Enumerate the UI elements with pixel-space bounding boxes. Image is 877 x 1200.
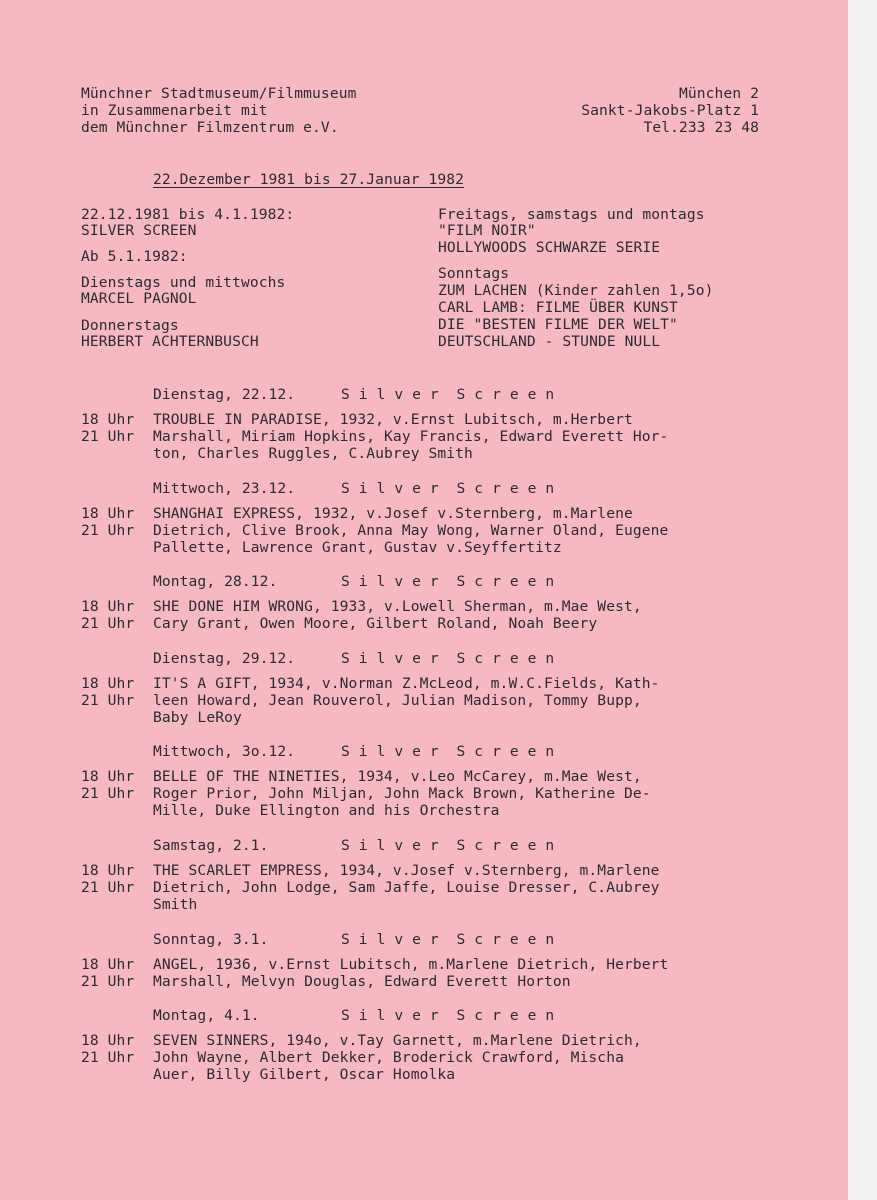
screening-time: 21 Uhr: [81, 692, 135, 709]
screening-text: SHE DONE HIM WRONG, 1933, v.Lowell Sherman, m.Mae West,: [153, 598, 642, 615]
overview-left-3: Ab 5.1.1982:: [81, 248, 188, 265]
screening-time: 21 Uhr: [81, 879, 135, 896]
overview-right-7: DIE "BESTEN FILME DER WELT": [438, 316, 678, 333]
screening-text: Marshall, Miriam Hopkins, Kay Francis, Edward Everett Hor-: [153, 428, 669, 445]
screening-time: 18 Uhr: [81, 598, 135, 615]
overview-right-3: HOLLYWOODS SCHWARZE SERIE: [438, 239, 661, 256]
screening-time: 18 Uhr: [81, 505, 135, 522]
screening-series: S i l v e r S c r e e n: [341, 480, 555, 497]
screening-time: 21 Uhr: [81, 428, 135, 445]
overview-right-5: ZUM LACHEN (Kinder zahlen 1,5o): [438, 282, 714, 299]
overview-left-4: Dienstags und mittwochs: [81, 274, 286, 291]
screening-time: 21 Uhr: [81, 1049, 135, 1066]
screening-text: IT'S A GIFT, 1934, v.Norman Z.McLeod, m.W.C.Fields, Kath-: [153, 675, 660, 692]
screening-text: SHANGHAI EXPRESS, 1932, v.Josef v.Sternberg, m.Marlene: [153, 505, 633, 522]
screening-time: 18 Uhr: [81, 675, 135, 692]
screening-series: S i l v e r S c r e e n: [341, 386, 555, 403]
screening-series: S i l v e r S c r e e n: [341, 743, 555, 760]
overview-left-1: 22.12.1981 bis 4.1.1982:: [81, 206, 295, 223]
overview-left-5: MARCEL PAGNOL: [81, 290, 197, 307]
screening-time: 18 Uhr: [81, 411, 135, 428]
date-range-title: 22.Dezember 1981 bis 27.Januar 1982: [153, 171, 465, 188]
screening-series: S i l v e r S c r e e n: [341, 1007, 555, 1024]
screening-series: S i l v e r S c r e e n: [341, 837, 555, 854]
screening-text: Marshall, Melvyn Douglas, Edward Everett Horton: [153, 973, 571, 990]
screening-text: Pallette, Lawrence Grant, Gustav v.Seyffertitz: [153, 539, 562, 556]
screening-text: THE SCARLET EMPRESS, 1934, v.Josef v.Sternberg, m.Marlene: [153, 862, 660, 879]
screening-series: S i l v e r S c r e e n: [341, 931, 555, 948]
screening-text: Mille, Duke Ellington and his Orchestra: [153, 802, 500, 819]
header-right-line-1: München 2: [679, 85, 759, 102]
screening-series: S i l v e r S c r e e n: [341, 573, 555, 590]
screening-text: Baby LeRoy: [153, 709, 242, 726]
screening-series: S i l v e r S c r e e n: [341, 650, 555, 667]
screening-text: Dietrich, Clive Brook, Anna May Wong, Warner Oland, Eugene: [153, 522, 669, 539]
overview-left-6: Donnerstags: [81, 317, 179, 334]
screening-time: 21 Uhr: [81, 973, 135, 990]
screening-text: Roger Prior, John Miljan, John Mack Brown, Katherine De-: [153, 785, 651, 802]
screening-date: Montag, 28.12.: [153, 573, 278, 590]
screening-text: ANGEL, 1936, v.Ernst Lubitsch, m.Marlene Dietrich, Herbert: [153, 956, 669, 973]
screening-time: 21 Uhr: [81, 615, 135, 632]
screening-time: 18 Uhr: [81, 1032, 135, 1049]
overview-right-1: Freitags, samstags und montags: [438, 206, 705, 223]
screening-text: BELLE OF THE NINETIES, 1934, v.Leo McCarey, m.Mae West,: [153, 768, 642, 785]
screening-time: 21 Uhr: [81, 785, 135, 802]
screening-date: Mittwoch, 23.12.: [153, 480, 296, 497]
screening-text: Smith: [153, 896, 198, 913]
header-left-line-2: in Zusammenarbeit mit: [81, 102, 268, 119]
overview-right-8: DEUTSCHLAND - STUNDE NULL: [438, 333, 661, 350]
screening-text: ton, Charles Ruggles, C.Aubrey Smith: [153, 445, 473, 462]
overview-right-2: "FILM NOIR": [438, 222, 536, 239]
overview-left-2: SILVER SCREEN: [81, 222, 197, 239]
screening-date: Montag, 4.1.: [153, 1007, 260, 1024]
screening-date: Dienstag, 22.12.: [153, 386, 296, 403]
scan-margin: [848, 0, 877, 1200]
header-left-line-1: Münchner Stadtmuseum/Filmmuseum: [81, 85, 357, 102]
screening-time: 18 Uhr: [81, 956, 135, 973]
screening-text: Dietrich, John Lodge, Sam Jaffe, Louise Dresser, C.Aubrey: [153, 879, 660, 896]
header-right-line-2: Sankt-Jakobs-Platz 1: [581, 102, 759, 119]
overview-right-4: Sonntags: [438, 265, 510, 282]
screening-time: 21 Uhr: [81, 522, 135, 539]
screening-time: 18 Uhr: [81, 768, 135, 785]
screening-date: Samstag, 2.1.: [153, 837, 269, 854]
screening-time: 18 Uhr: [81, 862, 135, 879]
overview-right-6: CARL LAMB: FILME ÜBER KUNST: [438, 299, 678, 316]
screening-date: Dienstag, 29.12.: [153, 650, 296, 667]
screening-text: Cary Grant, Owen Moore, Gilbert Roland, Noah Beery: [153, 615, 598, 632]
screening-text: Auer, Billy Gilbert, Oscar Homolka: [153, 1066, 456, 1083]
header-right-line-3: Tel.233 23 48: [643, 119, 759, 136]
screening-text: SEVEN SINNERS, 194o, v.Tay Garnett, m.Marlene Dietrich,: [153, 1032, 642, 1049]
overview-left-7: HERBERT ACHTERNBUSCH: [81, 333, 259, 350]
screening-text: TROUBLE IN PARADISE, 1932, v.Ernst Lubitsch, m.Herbert: [153, 411, 633, 428]
screening-text: leen Howard, Jean Rouverol, Julian Madison, Tommy Bupp,: [153, 692, 642, 709]
screening-text: John Wayne, Albert Dekker, Broderick Crawford, Mischa: [153, 1049, 624, 1066]
header-left-line-3: dem Münchner Filmzentrum e.V.: [81, 119, 339, 136]
screening-date: Sonntag, 3.1.: [153, 931, 269, 948]
screening-date: Mittwoch, 3o.12.: [153, 743, 296, 760]
